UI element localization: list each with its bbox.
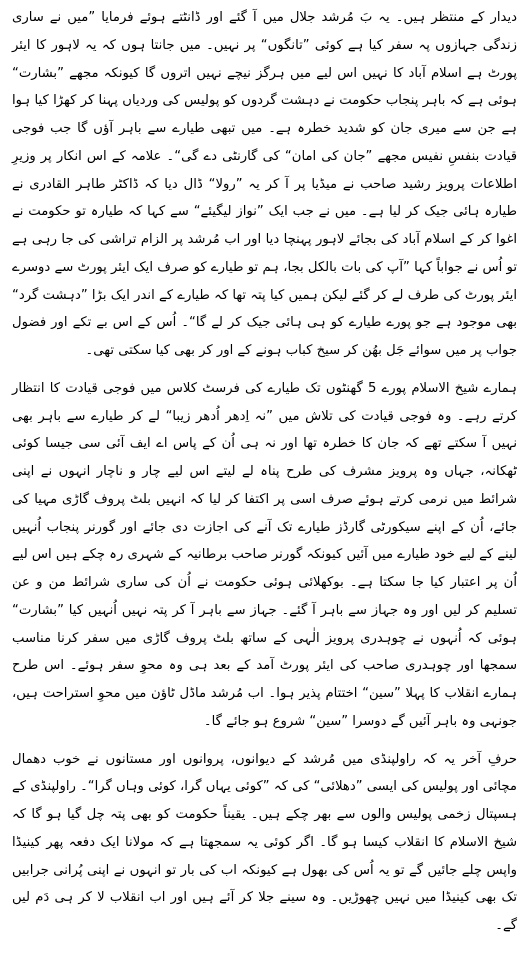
article-paragraph-2: ہمارے شیخ الاسلام پورے 5 گھنٹوں تک طیارے کی فرسٹ کلاس میں فوجی قیادت کا انتظار کرتے رہے۔ وہ فوجی قیادت کی تلاش میں ”نہ اِدھر اُدھر زیبا“ لے کر طیارے سے باہر بھی نہیں آ سکتے تھے کہ جان کا خطرہ تھا اور نہ ہی اُن کے پاس اے ایف آئی سی جیسا کوئی ٹھکانہ، جہاں وہ پرویز مشرف کی طرح پناہ لے لیتے اس لیے چار و ناچار انہوں نے اپنی شرائط میں نرمی کرتے ہوئے صرف اسی پر اکتفا کر لیا کہ انہیں بلٹ پروف گاڑی مہیا کی جائے، اُن کے اپنے سیکورٹی گارڈز طیارے تک آنے کی اجازت دی جائے اور گورنر پنجاب اُنہیں لینے کے لیے خود طیارے میں آئیں کیونکہ گورنر صاحب برطانیہ کے شہری رہ چکے ہیں اس لیے اُن پر اعتبار کیا جا سکتا ہے۔ بوکھلائی ہوئی حکومت نے اُن کی ساری شرائط من و عن تسلیم کر لیں اور وہ جہاز سے باہر آ گئے۔ جہاز سے باہر آ کر پتہ نہیں اُنہیں کیا ”بشارت“ ہوئی کہ اُنہوں نے چوہدری پرویز الٰہی کے ساتھ بلٹ پروف گاڑی میں سفر کرنا مناسب سمجھا اور چوہدری صاحب کی ایئر پورٹ آمد کے بعد ہی وہ محوِ سفر ہوئے۔ اس طرح ہمارے انقلاب کا پہلا ”سین“ اختتام پذیر ہوا۔ اب مُرشد ماڈل ٹاؤن میں محوِ استراحت ہیں، جونہی وہ باہر آئیں گے دوسرا ”سین“ شروع ہو جائے گا۔ — [12, 380, 518, 729]
paragraph-spacer — [12, 736, 517, 746]
article-paragraph-1: دیدار کے منتظر ہیں۔ یہ بَ مُرشد جلال میں آ گئے اور ڈانٹتے ہوئے فرمایا ”میں نے ساری زندگی جہازوں پہ سفر کیا ہے کوئی ”تانگوں“ پر نہیں۔ میں جانتا ہوں کہ یہ لاہور کا ایئر پورٹ ہے اسلام آباد کا نہیں اس لیے میں ہرگز نیچے نہیں اتروں گا کیونکہ مجھے ”بشارت“ ہوئی ہے کہ باہر پنجاب حکومت نے دہشت گردوں کو پولیس کی وردیاں پہنا کر کھڑا کیا ہوا ہے جن سے میری جان کو شدید خطرہ ہے۔ میں تبھی طیارے سے باہر آؤں گا جب فوجی قیادت بنفسِ نفیس مجھے ”جان کی امان“ کی گارنٹی دے گی“۔ علامہ کے اس انکار پر وزیرِ اطلاعات پرویز رشید صاحب نے میڈیا پر آ کر یہ ”رولا“ ڈال دیا کہ ڈاکٹر طاہر القادری نے طیارہ ہائی جیک کر لیا ہے۔ میں نے جب ایک ”نواز لیگیئے“ سے کہا کہ طیارہ تو حکومت نے اغوا کر کے اسلام آباد کی بجائے لاہور پہنچا دیا اور اب مُرشد پر الزام تراشی کی جا رہی ہے تو اُس نے جواباً کہا ”آپ کی بات بالکل بجا، ہم تو طیارے کو صرف ایک ایئر پورٹ سے دوسرے ایئر پورٹ کی طرف لے کر گئے لیکن ہمیں کیا پتہ تھا کہ طیارے کے اندر ایک بڑا ”دہشت گرد“ بھی موجود ہے جو پورے طیارے کو ہی ہائی جیک کر لے گا“۔ اُس کے اس بے تکے اور فضول جواب پر میں سوائے جَل بھُن کر سیخ کباب ہونے کے اور کر بھی کیا سکتی تھی۔ — [12, 10, 517, 358]
article-paragraph-3: حرفِ آخر یہ کہ راولپنڈی میں مُرشد کے دیوانوں، پروانوں اور مستانوں نے خوب دھمال مچائی اور پولیس کی ایسی ”دھلائی“ کی کہ ”کوئی یہاں گرا، کوئی وہاں گرا“۔ راولپنڈی کے ہسپتال زخمی پولیس والوں سے بھر چکے ہیں۔ یقیناً حکومت کو بھی پتہ چل گیا ہو گا کہ شیخ الاسلام کا انقلاب کیسا ہو گا۔ اگر کوئی یہ سمجھتا ہے کہ مولانا ایک دفعہ پھر کینیڈا واپس چلے جائیں گے تو یہ اُس کی بھول ہے کیونکہ اب کی بار تو انہوں نے اپنی پُرانی جرابیں تک بھی کینیڈا میں نہیں چھوڑیں۔ وہ سینے جلا کر آئے ہیں اور اب انقلاب لا کر ہی دَم لیں گے۔ — [12, 751, 517, 933]
paragraph-spacer — [12, 365, 517, 375]
